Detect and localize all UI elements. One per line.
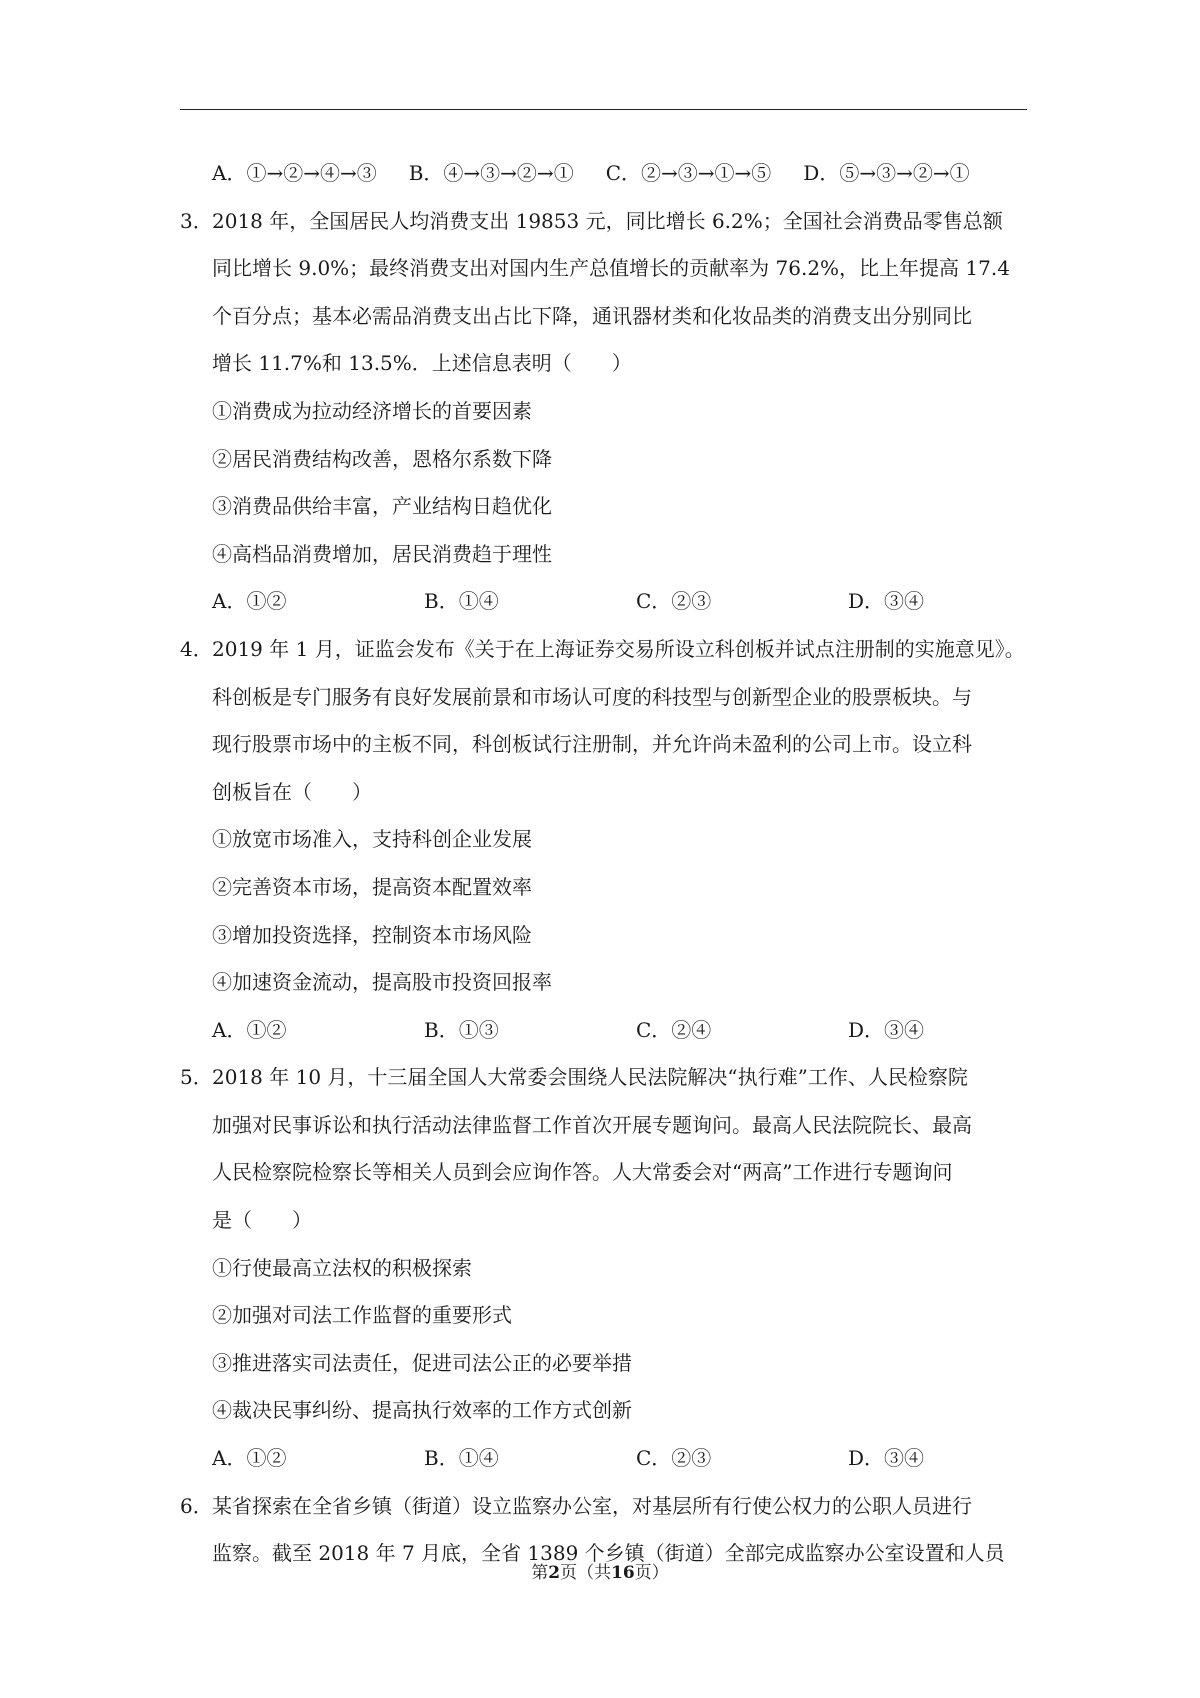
question-3-options [180, 578, 1027, 626]
q2-options [180, 150, 1027, 198]
question-3-number: 3． [180, 208, 213, 233]
footer-prefix: 第 [531, 1563, 549, 1583]
question-4 [180, 626, 1027, 1054]
q2-option-c: C．②→③→①→⑤ [605, 161, 772, 185]
question-6-number: 6． [180, 1493, 213, 1518]
question-4-option-d: D．③④ [848, 1017, 925, 1042]
question-3-option-a: A．①② [212, 589, 287, 614]
question-content [180, 150, 1027, 1578]
question-6-line-1 [180, 1483, 1027, 1531]
question-6-line-2: 监察。截至 2018 年 7 月底，全省 1389 个乡镇（街道）全部完成监察办公室设置和人员 [212, 1541, 1005, 1566]
question-4-statement-3: ③增加投资选择，控制资本市场风险 [212, 922, 532, 947]
question-5-line-1 [180, 1054, 1027, 1102]
question-5-statement-4: ④裁决民事纠纷、提高执行效率的工作方式创新 [212, 1398, 632, 1423]
question-4-line-4: 创板旨在（ ） [212, 779, 372, 804]
question-3-option-d: D．③④ [848, 589, 925, 614]
question-4-option-c: C．②④ [636, 1017, 712, 1042]
q2-option-a: A．①→②→④→③ [212, 161, 377, 185]
question-5-line-2: 加强对民事诉讼和执行活动法律监督工作首次开展专题询问。最高人民法院院长、最高 [212, 1112, 972, 1137]
question-5-statement-3: ③推进落实司法责任，促进司法公正的必要举措 [212, 1350, 632, 1375]
question-3-statement-2: ②居民消费结构改善，恩格尔系数下降 [212, 446, 552, 471]
header-rule [180, 109, 1027, 110]
question-3-statement-1: ①消费成为拉动经济增长的首要因素 [212, 398, 532, 423]
page-footer [0, 1562, 1200, 1584]
question-3-line-1 [180, 198, 1027, 246]
q2-option-b: B．④→③→②→① [408, 161, 574, 185]
question-3 [180, 198, 1027, 626]
question-4-options [180, 1007, 1027, 1055]
footer-suffix: 页） [634, 1563, 669, 1583]
question-5-option-a: A．①② [212, 1446, 287, 1471]
question-4-option-b: B．①③ [424, 1017, 499, 1042]
question-4-line-2: 科创板是专门服务有良好发展前景和市场认可度的科技型与创新型企业的股票板块。与 [212, 684, 972, 709]
question-6-text: 某省探索在全省乡镇（街道）设立监察办公室，对基层所有行使公权力的公职人员进行 [212, 1493, 972, 1518]
question-5-line-4: 是（ ） [212, 1208, 312, 1233]
question-4-number: 4． [180, 636, 213, 661]
question-4-statement-4: ④加速资金流动，提高股市投资回报率 [212, 970, 552, 995]
question-3-text: 2018 年，全国居民人均消费支出 19853 元，同比增长 6.2%；全国社会消费品零售总额 [212, 208, 1003, 233]
q2-option-d: D．⑤→③→②→① [803, 161, 970, 185]
question-5-number: 5． [180, 1065, 213, 1090]
question-4-statement-2: ②完善资本市场，提高资本配置效率 [212, 874, 532, 899]
question-4-line-1 [180, 626, 1027, 674]
question-4-text: 2019 年 1 月，证监会发布《关于在上海证券交易所设立科创板并试点注册制的实施意见》。 [212, 636, 1025, 661]
question-5-statement-2: ②加强对司法工作监督的重要形式 [212, 1303, 512, 1328]
question-4-statement-1: ①放宽市场准入，支持科创企业发展 [212, 827, 532, 852]
footer-page-number: 2 [548, 1563, 561, 1583]
question-5-text: 2018 年 10 月，十三届全国人大常委会围绕人民法院解决“执行难”工作、人民检察院 [212, 1065, 968, 1090]
question-3-line-2: 同比增长 9.0%；最终消费支出对国内生产总值增长的贡献率为 76.2%，比上年提高 17.4 [212, 256, 1010, 281]
footer-total-pages: 16 [611, 1563, 635, 1583]
question-4-line-3: 现行股票市场中的主板不同，科创板试行注册制，并允许尚未盈利的公司上市。设立科 [212, 732, 972, 757]
question-5-option-b: B．①④ [424, 1446, 499, 1471]
question-5-options [180, 1435, 1027, 1483]
question-5-statement-1: ①行使最高立法权的积极探索 [212, 1255, 472, 1280]
question-3-statement-3: ③消费品供给丰富，产业结构日趋优化 [212, 494, 552, 519]
footer-middle: 页（共 [560, 1563, 612, 1583]
question-3-line-4: 增长 11.7%和 13.5%．上述信息表明（ ） [212, 351, 632, 376]
question-5 [180, 1054, 1027, 1482]
question-4-option-a: A．①② [212, 1017, 287, 1042]
question-3-option-b: B．①④ [424, 589, 499, 614]
question-3-option-c: C．②③ [636, 589, 712, 614]
question-3-statement-4: ④高档品消费增加，居民消费趋于理性 [212, 541, 552, 566]
question-5-option-c: C．②③ [636, 1446, 712, 1471]
question-3-line-3: 个百分点；基本必需品消费支出占比下降，通讯器材类和化妆品类的消费支出分别同比 [212, 303, 972, 328]
question-5-option-d: D．③④ [848, 1446, 925, 1471]
question-5-line-3: 人民检察院检察长等相关人员到会应询作答。人大常委会对“两高”工作进行专题询问 [212, 1160, 953, 1185]
